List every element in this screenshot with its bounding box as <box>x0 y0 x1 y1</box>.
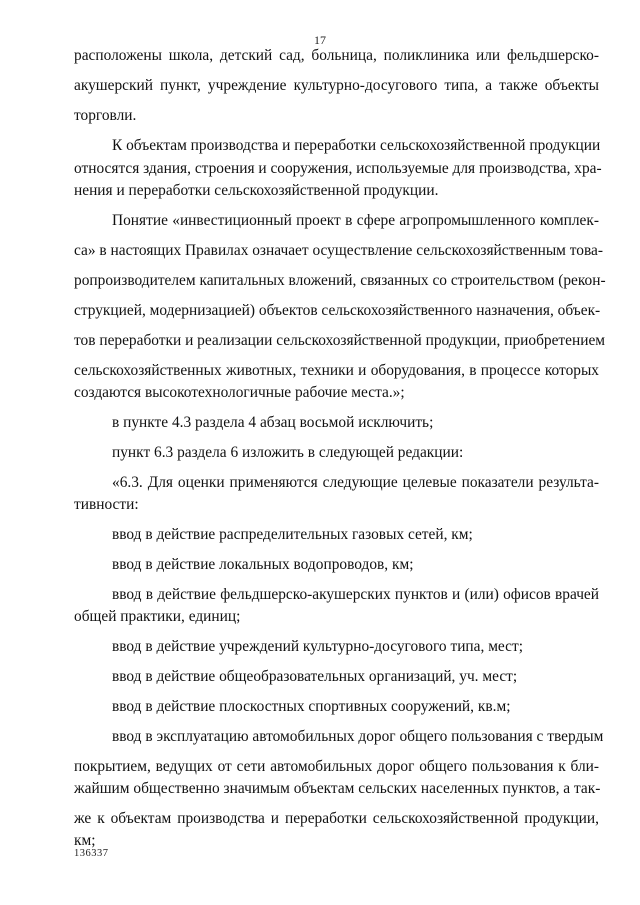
text-line: ввод в действие фельдшерско-акушерских пунктов и (или) офисов врачей <box>112 586 599 603</box>
text-line: тивности: <box>74 496 139 513</box>
text-line: же к объектам производства и переработки сельскохозяйственной продукции, <box>74 810 599 827</box>
text-line: ввод в действие плоскостных спортивных сооружений, кв.м; <box>112 698 511 715</box>
text-line: относятся здания, строения и сооружения, используемые для производства, хра- <box>74 160 602 177</box>
page-number: 17 <box>314 33 326 47</box>
text-line: км; <box>74 832 96 849</box>
text-line: сельскохозяйственных животных, техники и оборудования, в процессе которых <box>74 362 599 379</box>
text-line: тов переработки и реализации сельскохозяйственной продукции, приобретением <box>74 332 606 349</box>
text-line: акушерский пункт, учреждение культурно-досугового типа, а также объекты <box>74 77 599 94</box>
text-line: «6.3. Для оценки применяются следующие целевые показатели результа- <box>112 474 599 491</box>
text-line: ввод в эксплуатацию автомобильных дорог общего пользования с твердым <box>112 728 604 745</box>
text-line: в пункте 4.3 раздела 4 абзац восьмой исключить; <box>112 414 434 431</box>
footer-code: 136337 <box>74 848 109 859</box>
text-line: создаются высокотехнологичные рабочие места.»; <box>74 384 405 401</box>
text-line: общей практики, единиц; <box>74 608 241 625</box>
text-line: струкцией, модернизацией) объектов сельскохозяйственного назначения, объек- <box>74 302 601 319</box>
text-line: К объектам производства и переработки сельскохозяйственной продукции <box>112 137 601 154</box>
text-line: ввод в действие общеобразовательных организаций, уч. мест; <box>112 668 518 685</box>
text-line: торговли. <box>74 107 137 124</box>
text-line: ввод в действие распределительных газовых сетей, км; <box>112 526 473 543</box>
text-line: Понятие «инвестиционный проект в сфере агропромышленного комплек- <box>112 212 599 229</box>
text-line: ввод в действие учреждений культурно-досугового типа, мест; <box>112 638 523 655</box>
text-line: расположены школа, детский сад, больница, поликлиника или фельдшерско- <box>74 47 599 64</box>
text-line: жайшим общественно значимым объектам сельских населенных пунктов, а так- <box>74 780 601 797</box>
text-line: ввод в действие локальных водопроводов, км; <box>112 556 414 573</box>
text-line: пункт 6.3 раздела 6 изложить в следующей редакции: <box>112 444 464 461</box>
text-line: нения и переработки сельскохозяйственной продукции. <box>74 182 439 199</box>
text-line: покрытием, ведущих от сети автомобильных дорог общего пользования к бли- <box>74 758 599 775</box>
text-line: ропроизводителем капитальных вложений, связанных со строительством (рекон- <box>74 272 606 289</box>
text-line: са» в настоящих Правилах означает осуществление сельскохозяйственным това- <box>74 242 603 259</box>
